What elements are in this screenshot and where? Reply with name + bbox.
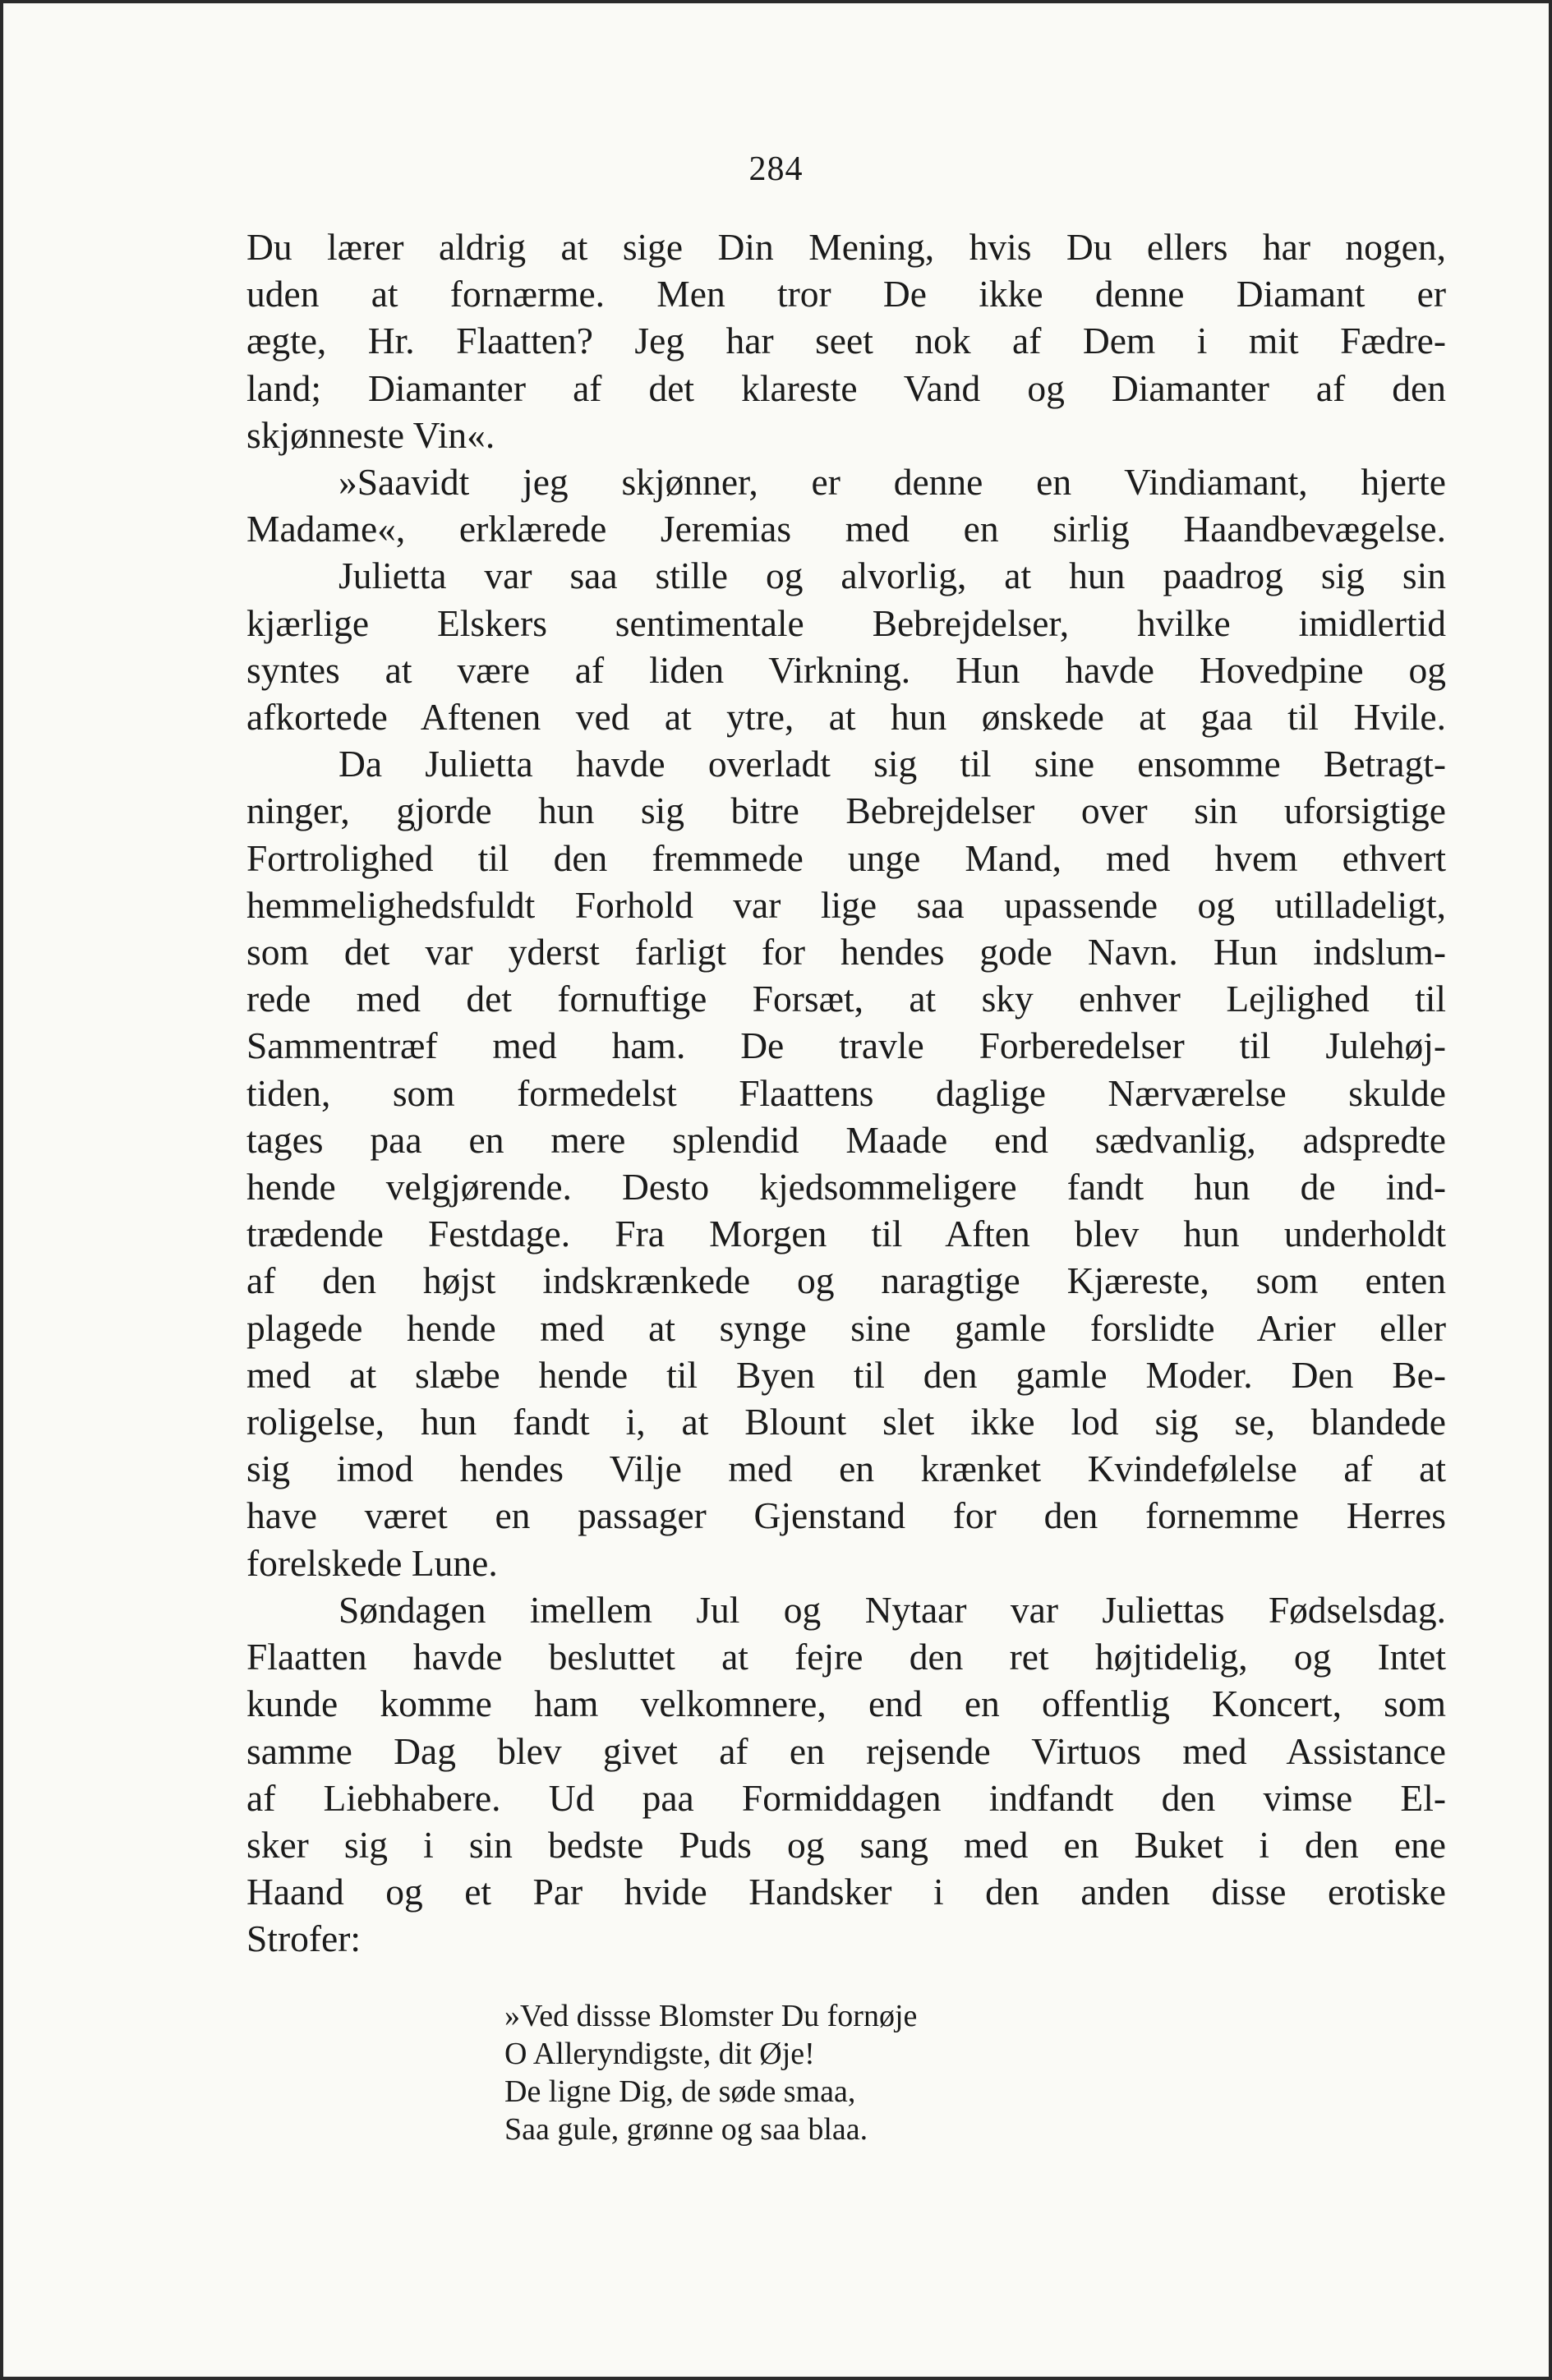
text-line: land; Diamanter af det klareste Vand og Diamanter af den [246, 366, 1446, 409]
text-line: forelskede Lune. [246, 1541, 498, 1584]
text-line: Flaatten havde besluttet at fejre den ret højtidelig, og Intet [246, 1636, 1446, 1678]
text-line: trædende Festdage. Fra Morgen til Aften blev hun underholdt [246, 1213, 1446, 1255]
text-line: roligelse, hun fandt i, at Blount slet ikke lod sig se, blandede [246, 1401, 1446, 1443]
text-line: hende velgjørende. Desto kjedsommeligere fandt hun de ind- [246, 1166, 1446, 1208]
poem-line: O Alleryndigste, dit Øje! [504, 2037, 815, 2071]
text-line: rede med det fornuftige Forsæt, at sky enhver Lejlighed til [246, 978, 1446, 1020]
poem-line: »Ved dissse Blomster Du fornøje [504, 1999, 918, 2033]
text-line: tages paa en mere splendid Maade end sædvanlig, adspredte [246, 1118, 1446, 1161]
page-number: 284 [748, 150, 804, 188]
poem-line: De ligne Dig, de søde smaa, [504, 2074, 856, 2109]
text-line: sker sig i sin bedste Puds og sang med en Buket i den ene [246, 1823, 1446, 1866]
poem-stanza [504, 1997, 917, 2148]
text-line: tiden, som formedelst Flaattens daglige Nærværelse skulde [246, 1071, 1446, 1114]
text-line: uden at fornærme. Men tror De ikke denne Diamant er [246, 273, 1446, 315]
text-line: af Liebhabere. Ud paa Formiddagen indfandt den vimse El- [246, 1776, 1446, 1819]
text-line: afkortede Aftenen ved at ytre, at hun ønskede at gaa til Hvile. [246, 696, 1446, 739]
text-line: som det var yderst farligt for hendes gode Navn. Hun indslum- [246, 931, 1446, 974]
text-line: kjærlige Elskers sentimentale Bebrejdelser, hvilke imidlertid [246, 601, 1446, 644]
poem-line: Saa gule, grønne og saa blaa. [504, 2112, 868, 2147]
text-line: Du lærer aldrig at sige Din Mening, hvis Du ellers har nogen, [246, 226, 1446, 268]
text-line: skjønneste Vin«. [246, 413, 495, 456]
body-text [246, 223, 1446, 1963]
text-line: Madame«, erklærede Jeremias med en sirlig Haandbevægelse. [246, 508, 1446, 550]
text-line: syntes at være af liden Virkning. Hun havde Hovedpine og [246, 648, 1446, 691]
text-line: Haand og et Par hvide Handsker i den anden disse erotiske [246, 1871, 1446, 1913]
text-line: af den højst indskrænkede og naragtige Kjæreste, som enten [246, 1259, 1446, 1302]
text-line: kunde komme ham velkomnere, end en offentlig Koncert, som [246, 1683, 1446, 1725]
text-line: med at slæbe hende til Byen til den gamle Moder. Den Be- [246, 1353, 1446, 1396]
text-line: ægte, Hr. Flaatten? Jeg har seet nok af Dem i mit Fædre- [246, 320, 1446, 362]
text-line: Da Julietta havde overladt sig til sine ensomme Betragt- [338, 743, 1446, 785]
text-line: Julietta var saa stille og alvorlig, at hun paadrog sig sin [338, 555, 1446, 597]
text-line: sig imod hendes Vilje med en krænket Kvindefølelse af at [246, 1448, 1446, 1490]
text-line: »Saavidt jeg skjønner, er denne en Vindiamant, hjerte [338, 461, 1446, 504]
text-line: have været en passager Gjenstand for den fornemme Herres [246, 1494, 1446, 1537]
text-line: Sammentræf med ham. De travle Forberedelser til Julehøj- [246, 1024, 1446, 1067]
text-line: Søndagen imellem Jul og Nytaar var Juliettas Fødselsdag. [338, 1588, 1446, 1631]
text-line: ninger, gjorde hun sig bitre Bebrejdelser over sin uforsigtige [246, 789, 1446, 832]
text-line: samme Dag blev givet af en rejsende Virtuos med Assistance [246, 1729, 1446, 1772]
text-line: plagede hende med at synge sine gamle forslidte Arier eller [246, 1306, 1446, 1349]
text-line: hemmelighedsfuldt Forhold var lige saa upassende og utilladeligt, [246, 883, 1446, 926]
text-line: Strofer: [246, 1917, 361, 1960]
text-line: Fortrolighed til den fremmede unge Mand, med hvem ethvert [246, 836, 1446, 879]
